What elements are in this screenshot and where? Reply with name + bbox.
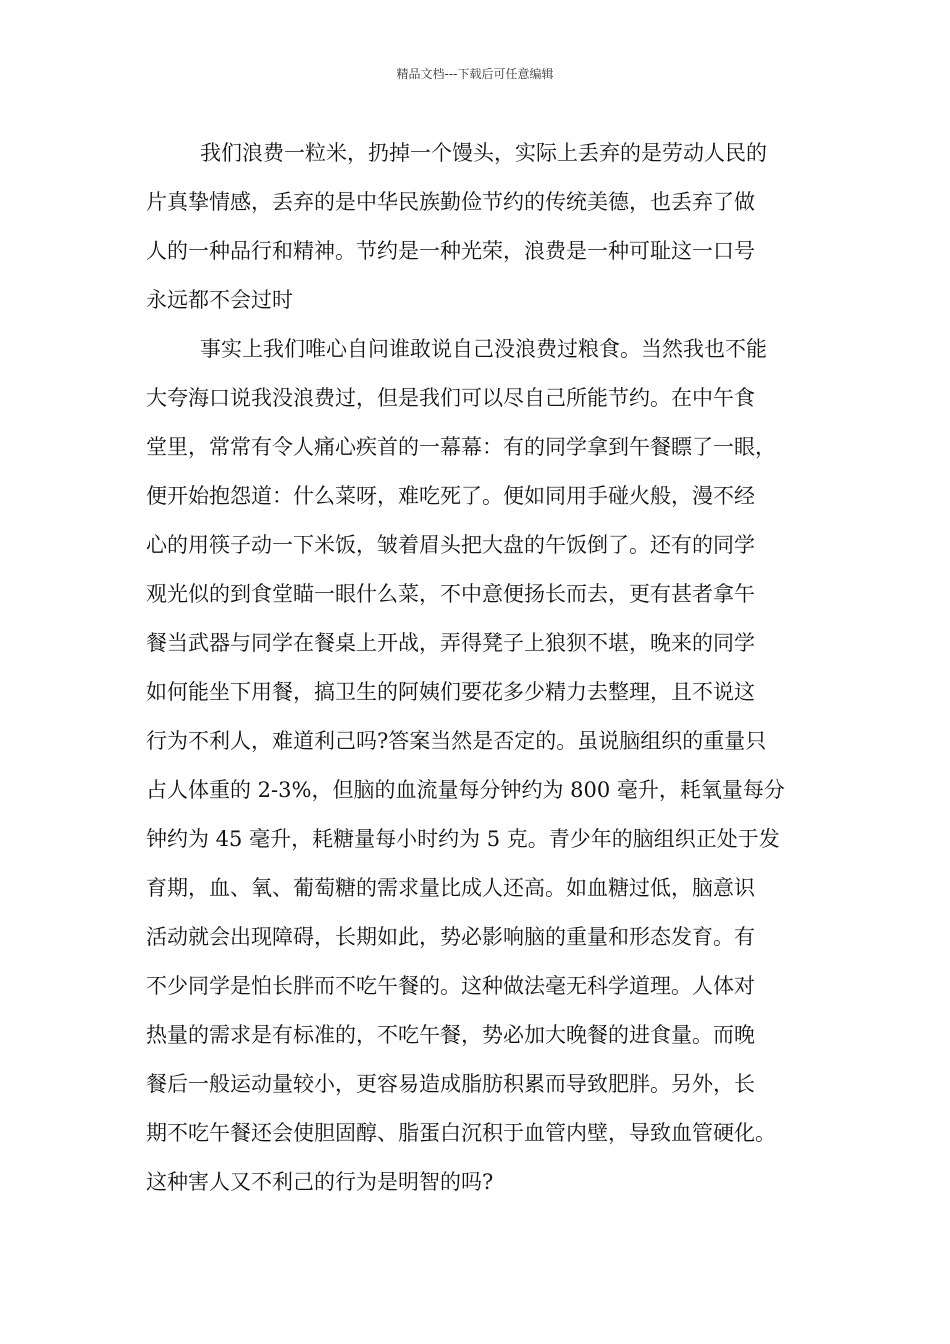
text-line: 餐后一般运动量较小，更容易造成脂肪积累而导致肥胖。另外，长 — [146, 1072, 755, 1096]
text-line: 活动就会出现障碍，长期如此，势必影响脑的重量和形态发育。有 — [146, 925, 755, 949]
text-line: 我们浪费一粒米，扔掉一个馒头，实际上丢弃的是劳动人民的 — [200, 141, 767, 165]
text-line: 堂里，常常有令人痛心疾首的一幕幕：有的同学拿到午餐瞟了一眼， — [146, 435, 776, 459]
text-line: 观光似的到食堂瞄一眼什么菜，不中意便扬长而去，更有甚者拿午 — [146, 582, 755, 606]
text-line: 行为不利人，难道利己吗?答案当然是否定的。虽说脑组织的重量只 — [146, 729, 767, 753]
text-line: 钟约为 45 毫升，耗糖量每小时约为 5 克。青少年的脑组织正处于发 — [146, 827, 780, 851]
text-line: 热量的需求是有标准的，不吃午餐，势必加大晚餐的进食量。而晚 — [146, 1023, 755, 1047]
document-body — [146, 133, 836, 1211]
text-line: 事实上我们唯心自问谁敢说自己没浪费过粮食。当然我也不能 — [200, 337, 767, 361]
text-line: 占人体重的 2-3%，但脑的血流量每分钟约为 800 毫升，耗氧量每分 — [146, 778, 785, 802]
text-line: 期不吃午餐还会使胆固醇、脂蛋白沉积于血管内壁，导致血管硬化。 — [146, 1121, 776, 1145]
text-line: 便开始抱怨道：什么菜呀，难吃死了。便如同用手碰火般，漫不经 — [146, 484, 755, 508]
text-line: 人的一种品行和精神。节约是一种光荣，浪费是一种可耻这一口号 — [146, 239, 755, 263]
paragraph-1 — [146, 133, 836, 329]
text-line: 这种害人又不利己的行为是明智的吗? — [146, 1170, 494, 1194]
page-header: 精品文档---下载后可任意编辑 — [396, 67, 554, 81]
text-line: 不少同学是怕长胖而不吃午餐的。这种做法毫无科学道理。人体对 — [146, 974, 755, 998]
text-line: 育期，血、氧、葡萄糖的需求量比成人还高。如血糖过低，脑意识 — [146, 876, 755, 900]
text-line: 片真挚情感，丢弃的是中华民族勤俭节约的传统美德，也丢弃了做 — [146, 190, 755, 214]
paragraph-2 — [146, 329, 836, 1211]
text-line: 永远都不会过时 — [146, 288, 293, 312]
text-line: 大夸海口说我没浪费过，但是我们可以尽自己所能节约。在中午食 — [146, 386, 755, 410]
text-line: 如何能坐下用餐，搞卫生的阿姨们要花多少精力去整理，且不说这 — [146, 680, 755, 704]
text-line: 餐当武器与同学在餐桌上开战，弄得凳子上狼狈不堪，晚来的同学 — [146, 631, 755, 655]
text-line: 心的用筷子动一下米饭，皱着眉头把大盘的午饭倒了。还有的同学 — [146, 533, 755, 557]
